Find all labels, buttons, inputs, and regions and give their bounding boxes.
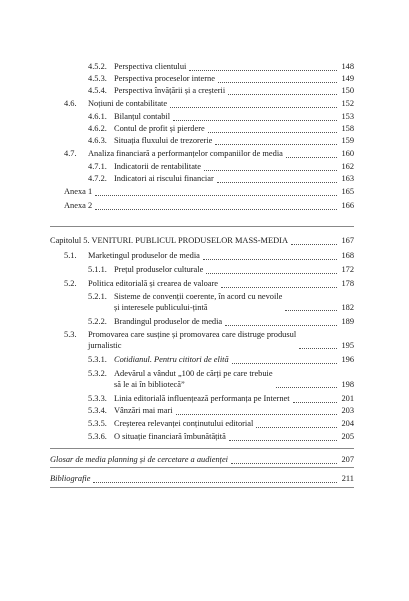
dot-leader <box>256 427 337 428</box>
toc-entry <box>88 355 354 366</box>
toc-entry <box>50 474 354 485</box>
toc-entry-number: 4.6.2. <box>88 124 107 133</box>
toc-entry-page: 153 <box>341 112 354 121</box>
dot-leader <box>218 82 337 83</box>
toc-entry-page: 168 <box>341 251 354 260</box>
dot-leader <box>276 387 337 388</box>
toc-entry-title: Perspectiva clientului <box>114 62 187 71</box>
toc-entry-title: Brandingul produselor de media <box>114 317 223 326</box>
toc-entry <box>64 330 354 351</box>
dot-leader <box>203 259 337 260</box>
section-divider <box>50 448 354 449</box>
toc-entry-page: 149 <box>341 74 354 83</box>
toc-entry-number: 4.5.4. <box>88 86 107 95</box>
toc-entry-page: 195 <box>341 340 354 350</box>
dot-leader <box>208 132 337 133</box>
dot-leader <box>176 414 337 415</box>
toc-entry-page: 196 <box>341 355 354 364</box>
dot-leader <box>299 348 337 349</box>
toc-entry-title: Cotidianul. Pentru cititori de elită <box>114 355 229 364</box>
toc-entry-number: 5.1.1. <box>88 265 107 274</box>
toc-entry <box>88 162 354 173</box>
toc-entry-number: 5.3.3. <box>88 394 107 403</box>
toc-entry-title: O situație financiară îmbunătățită <box>114 432 226 441</box>
toc-entry-number: 5.1. <box>64 251 77 260</box>
toc-entry-title: Perspectiva proceselor interne <box>114 74 215 83</box>
toc-entry-title: Anexa 2 <box>64 201 93 210</box>
toc-entry-page: 160 <box>341 149 354 158</box>
toc-entry-page: 207 <box>341 455 354 464</box>
toc-entry <box>64 201 354 212</box>
dot-leader <box>225 325 337 326</box>
toc-entry-number: 5.2.2. <box>88 317 107 326</box>
toc-entry-title: Glosar de media planning și de cercetare a audienței <box>50 455 229 464</box>
toc-entry-page: 201 <box>341 394 354 403</box>
toc-entry-number: 5.3. <box>64 330 77 339</box>
toc-entry-page: 163 <box>341 174 354 183</box>
toc-entry <box>88 74 354 85</box>
toc-entry <box>88 112 354 123</box>
dot-leader <box>229 440 337 441</box>
toc-entry <box>88 432 354 443</box>
toc-entry-number: 4.5.3. <box>88 74 107 83</box>
toc-entry-number: 5.3.1. <box>88 355 107 364</box>
toc-entry-page: 166 <box>341 201 354 210</box>
toc-entry <box>88 317 354 328</box>
toc-entry-page: 211 <box>341 474 354 483</box>
dot-leader <box>173 120 337 121</box>
toc-entry-page: 150 <box>341 86 354 95</box>
toc-entry-number: 5.3.5. <box>88 419 107 428</box>
toc-entry <box>88 86 354 97</box>
dot-leader <box>206 273 337 274</box>
toc-entry-number: 4.6.3. <box>88 136 107 145</box>
toc-entry-number: 4.7.1. <box>88 162 107 171</box>
toc-entry-page: 182 <box>341 302 354 312</box>
toc-entry-page: 148 <box>341 62 354 71</box>
toc-entry-page: 167 <box>341 236 354 245</box>
toc-entry-page: 165 <box>341 187 354 196</box>
dot-leader <box>93 482 337 483</box>
toc-entry <box>88 292 354 313</box>
dot-leader <box>204 170 337 171</box>
toc-entry-title: Analiza financiară a performanțelor companiilor de media <box>88 149 283 158</box>
toc-entry-title: Bibliografie <box>50 474 91 483</box>
dot-leader <box>285 310 337 311</box>
toc-entry-page: 198 <box>341 379 354 389</box>
toc-entry <box>88 406 354 417</box>
chapter-heading <box>50 236 354 247</box>
toc-entry-page: 152 <box>341 99 354 108</box>
toc-entry <box>88 124 354 135</box>
toc-entry-page: 172 <box>341 265 354 274</box>
toc-entry-title: să le ai în bibliotecă” <box>114 379 185 389</box>
toc-entry <box>88 369 354 390</box>
toc-entry <box>88 62 354 73</box>
toc-entry-page: 203 <box>341 406 354 415</box>
toc-entry-page: 158 <box>341 124 354 133</box>
toc-entry-title: Vânzări mai mari <box>114 406 173 415</box>
toc-entry-title-line1: Sisteme de convenții coerente, în acord cu nevoile <box>114 292 283 301</box>
toc-entry-title: Indicatori ai riscului financiar <box>114 174 214 183</box>
toc-entry-page: 159 <box>341 136 354 145</box>
toc-entry-number: 5.2. <box>64 279 77 288</box>
toc-entry-title: Bilanțul contabil <box>114 112 171 121</box>
dot-leader <box>286 157 337 158</box>
dot-leader <box>291 244 337 245</box>
toc-entry-title: Capitolul 5. VENITURI. PUBLICUL PRODUSELOR MASS-MEDIA <box>50 236 288 245</box>
toc-entry-title: Perspectiva învățării și a creșterii <box>114 86 226 95</box>
toc-entry-page: 205 <box>341 432 354 441</box>
toc-entry-number: 4.7.2. <box>88 174 107 183</box>
toc-entry-number: 5.3.6. <box>88 432 107 441</box>
toc-entry-page: 162 <box>341 162 354 171</box>
toc-entry-title: Marketingul produselor de media <box>88 251 200 260</box>
toc-entry-title: Situația fluxului de trezorerie <box>114 136 213 145</box>
toc-entry-title: jurnalistic <box>88 340 122 350</box>
toc-entry <box>88 419 354 430</box>
toc-entry-number: 4.7. <box>64 149 77 158</box>
toc-entry-number: 4.6. <box>64 99 77 108</box>
section-divider <box>50 487 354 488</box>
toc-entry-number: 5.2.1. <box>88 292 107 301</box>
toc-entry-page: 204 <box>341 419 354 428</box>
dot-leader <box>221 287 337 288</box>
toc-entry-number: 4.5.2. <box>88 62 107 71</box>
toc-entry-title-line1: Adevărul a vândut „100 de cărți pe care trebuie <box>114 369 273 378</box>
toc-entry <box>88 174 354 185</box>
dot-leader <box>189 70 337 71</box>
toc-entry-page: 189 <box>341 317 354 326</box>
dot-leader <box>95 195 337 196</box>
toc-entry-title: Linia editorială influențează performanța pe Internet <box>114 394 290 403</box>
toc-entry <box>88 394 354 405</box>
dot-leader <box>231 463 337 464</box>
section-divider <box>50 467 354 468</box>
toc-entry <box>88 265 354 276</box>
toc-entry-title: Creșterea relevanței conținutului editorial <box>114 419 254 428</box>
toc-entry-title: Prețul produselor culturale <box>114 265 204 274</box>
toc-entry <box>64 251 354 262</box>
toc-entry <box>64 279 354 290</box>
dot-leader <box>293 402 337 403</box>
dot-leader <box>95 209 337 210</box>
toc-entry-title: Indicatorii de rentabilitate <box>114 162 201 171</box>
toc-entry <box>88 136 354 147</box>
dot-leader <box>228 94 337 95</box>
toc-entry <box>64 187 354 198</box>
toc-entry <box>64 99 354 110</box>
toc-entry-number: 5.3.2. <box>88 369 107 378</box>
section-divider <box>50 226 354 227</box>
toc-entry-title-line1: Promovarea care susține și promovarea care distruge produsul <box>88 330 297 339</box>
dot-leader <box>217 182 337 183</box>
dot-leader <box>215 144 337 145</box>
dot-leader <box>170 107 337 108</box>
toc-entry-title: Noțiuni de contabilitate <box>88 99 168 108</box>
toc-entry-number: 4.6.1. <box>88 112 107 121</box>
dot-leader <box>232 363 337 364</box>
toc-entry-number: 5.3.4. <box>88 406 107 415</box>
toc-entry <box>50 455 354 466</box>
toc-entry-page: 178 <box>341 279 354 288</box>
toc-entry-title: Contul de profit și pierdere <box>114 124 205 133</box>
toc-entry <box>64 149 354 160</box>
toc-entry-title: și interesele publicului-țintă <box>114 302 208 312</box>
toc-entry-title: Politica editorială și crearea de valoare <box>88 279 218 288</box>
toc-entry-title: Anexa 1 <box>64 187 93 196</box>
